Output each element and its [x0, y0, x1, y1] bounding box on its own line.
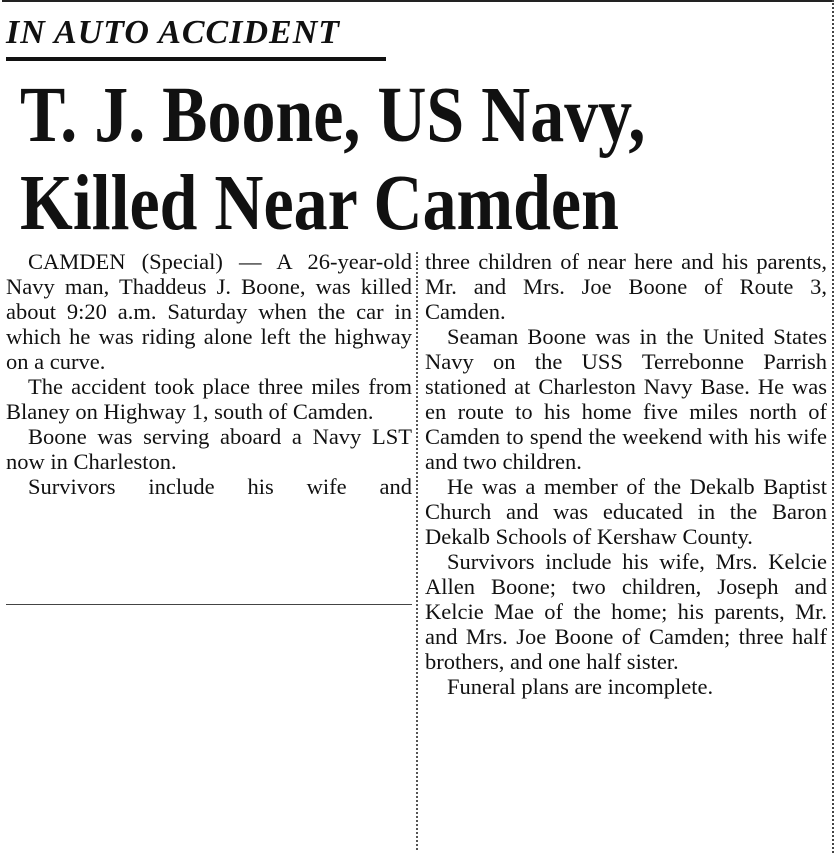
paragraph: Boone was serving aboard a Navy LST now in Charleston. [6, 424, 412, 474]
top-rule [2, 0, 834, 2]
paragraph: Funeral plans are incomplete. [447, 674, 714, 699]
article-column-2 [425, 249, 827, 699]
paragraph: CAMDEN (Special) — A 26-year-old Navy man, Thaddeus J. Boone, was killed about 9:20 a.m. Saturday when the car in which he was riding alone left the highway on a curve. [6, 249, 412, 374]
paragraph: Survivors include his wife and [28, 474, 412, 499]
kicker-underline [6, 57, 386, 61]
headline-line-1: T. J. Boone, US Navy, [20, 72, 646, 159]
article-column-1 [6, 249, 412, 499]
headline-line-2: Killed Near Camden [20, 160, 619, 247]
column-divider [416, 252, 418, 850]
paragraph: The accident took place three miles from Blaney on Highway 1, south of Camden. [6, 374, 412, 424]
paragraph: three children of near here and his parents, Mr. and Mrs. Joe Boone of Route 3, Camden. [425, 249, 827, 324]
column-end-rule [6, 604, 412, 605]
paragraph: He was a member of the Dekalb Baptist Church and was educated in the Baron Dekalb Schools of Kershaw County. [425, 474, 827, 549]
paragraph: Survivors include his wife, Mrs. Kelcie Allen Boone; two children, Joseph and Kelcie Mae of the home; his parents, Mr. and Mrs. Joe Boone of Camden; three half brothers, and one half sister. [425, 549, 827, 674]
headline [20, 72, 708, 248]
paragraph: Seaman Boone was in the United States Navy on the USS Terrebonne Parrish stationed at Charleston Navy Base. He was en route to his home five miles north of Camden to spend the weekend with his wife and two children. [425, 324, 827, 474]
right-column-rule [832, 0, 834, 853]
kicker-label: IN AUTO ACCIDENT [6, 14, 341, 51]
